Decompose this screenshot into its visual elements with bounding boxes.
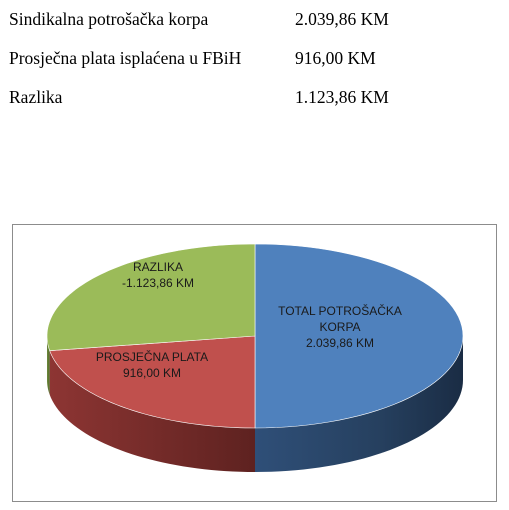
pie-label-1: PROSJEČNA PLATA 916,00 KM bbox=[95, 350, 209, 380]
summary-label: Prosječna plata isplaćena u FBiH bbox=[9, 48, 242, 68]
pie-label-0: TOTAL POTROŠAČKA KORPA 2.039,86 KM bbox=[278, 304, 402, 350]
summary-row-plata bbox=[9, 39, 489, 78]
summary-label: Razlika bbox=[9, 87, 63, 107]
summary-table bbox=[9, 0, 489, 117]
pie-chart bbox=[13, 225, 496, 501]
summary-row-razlika bbox=[9, 78, 489, 117]
pie-label-2: RAZLIKA -1.123,86 KM bbox=[121, 260, 195, 290]
chart-frame bbox=[12, 224, 497, 502]
summary-label: Sindikalna potrošačka korpa bbox=[9, 9, 209, 29]
summary-row-korpa bbox=[9, 0, 489, 39]
summary-value: 916,00 KM bbox=[295, 48, 376, 68]
summary-value: 1.123,86 KM bbox=[295, 87, 389, 107]
summary-value: 2.039,86 KM bbox=[295, 9, 389, 29]
